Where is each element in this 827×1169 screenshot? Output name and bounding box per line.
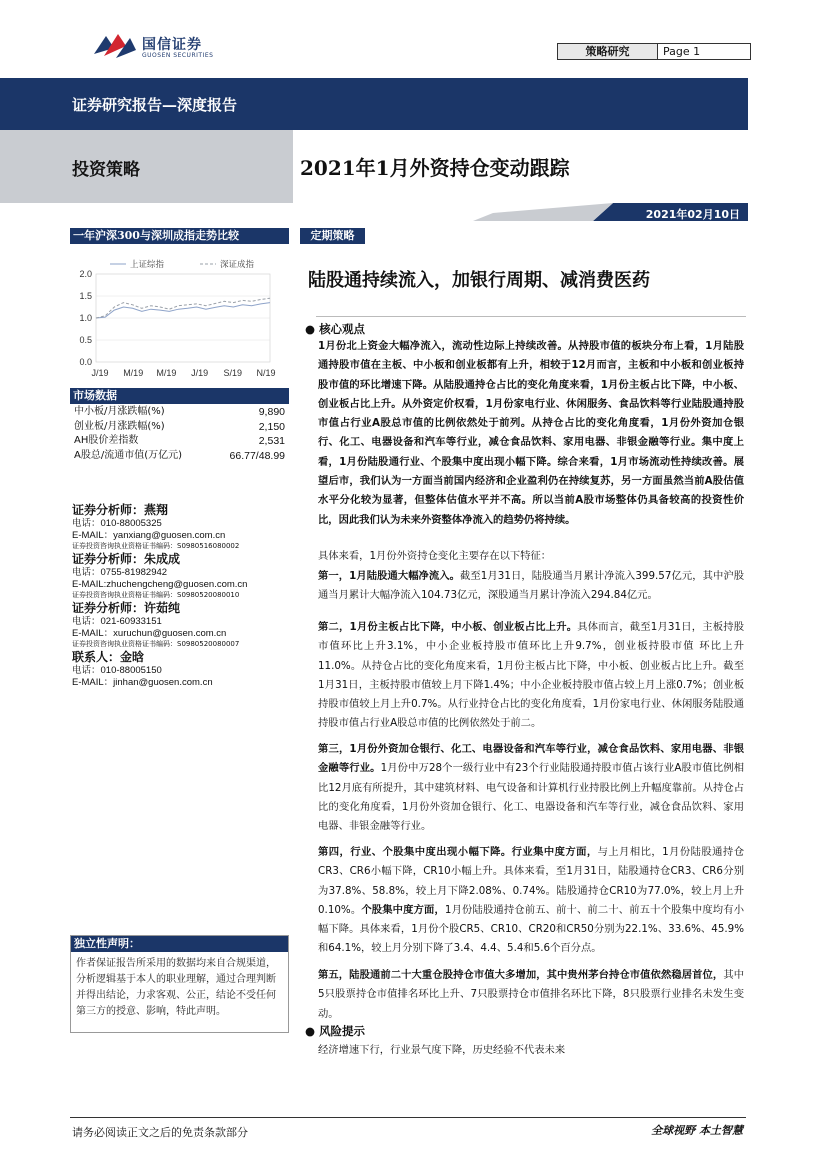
analyst-phone: 电话：010-88005150 <box>72 665 162 676</box>
market-value: 2,150 <box>258 420 285 433</box>
point-3 <box>318 740 744 836</box>
y-tick-label: 0.0 <box>79 357 92 367</box>
analyst <box>72 502 292 551</box>
point-1 <box>318 567 744 606</box>
chart-header: 一年沪深300与深圳成指走势比较 <box>70 228 289 244</box>
independence-box <box>70 935 289 1033</box>
point-5-bold: 第五，陆股通前二十大重仓股持仓市值大多增加，其中贵州茅台持仓市值依然稳居首位， <box>318 969 724 981</box>
market-table <box>70 405 289 463</box>
point-4 <box>318 843 744 959</box>
market-label: 中小板/月涨跌幅(%) <box>74 406 165 417</box>
analyst-name: 联系人：金晗 <box>72 650 145 664</box>
lead-text: 具体来看，1月份外资持仓变化主要存在以下特征： <box>318 550 552 562</box>
brand-name-en: GUOSEN SECURITIES <box>142 52 214 59</box>
point-1-bold: 第一，1月陆股通大幅净流入。 <box>318 570 461 582</box>
analyst-email: E-MAIL：xuruchun@guosen.com.cn <box>72 627 227 639</box>
page-title: 2021年1月外资持仓变动跟踪 <box>300 156 570 180</box>
analyst <box>72 649 292 688</box>
point-5 <box>318 966 744 1024</box>
independence-header: 独立性声明： <box>71 936 288 952</box>
brand-name-cn: 国信证券 <box>142 37 202 53</box>
bullet-icon: ● <box>305 322 316 336</box>
analyst-cert: 证券投资咨询执业资格证书编码：S0980520080010 <box>72 591 240 599</box>
guosen-logo-icon <box>92 32 138 62</box>
x-tick-label: N/19 <box>256 368 276 378</box>
legend-label: 上证综指 <box>130 260 165 270</box>
point-2 <box>318 618 744 734</box>
y-tick-label: 1.5 <box>79 291 92 301</box>
market-label: AH股价差指数 <box>74 435 139 446</box>
analyst-name: 证券分析师：朱成成 <box>72 552 181 566</box>
y-tick-label: 2.0 <box>79 269 92 279</box>
point-4-text: 与上月相比，1月份陆股通持仓CR3、CR6小幅下降，CR10小幅上升。具体来看，至1月31日，陆股通持仓CR3、CR6分别为37.8%、58.8%，较上月下降2.08%、0.74%。陆股通持仓CR10为77.0%，较上月上升0.10%。 <box>318 846 744 916</box>
series-line-2 <box>96 298 270 318</box>
risk-title: 风险提示 <box>319 1024 366 1038</box>
core-text: 1月份北上资金大幅净流入，流动性边际上持续改善。从持股市值的板块分布上看，1月陆股通持股市值在主板、中小板和创业板都有上升，相较于12月而言，主板和中小板和创业板持股市值的环比增速下降。从陆股通持仓占比的变化角度来看，1月份主板占比下降，中小板、创业板占比上升。从外资定价权看，1月份家电行业、休闲服务、食品饮料等行业陆股通持股市值占行业A股总市值的比例依然处于前列。从持仓占比的变化角度看，1月份外资加仓银行、化工、电器设备和汽车等行业，减仓食品饮料、家用电器、非银金融等行业。集中度上看，1月份陆股通行业、个股集中度出现小幅下降。综合来看，1月市场流动性持续改善。展望后市，我们认为一方面当前国内经济和企业盈利仍在持续复苏，另一方面虽然当前A股估值水平分化较为显著，但整体估值水平并不高。所以当前A股市场整体仍具备较高的投资性价比，因此我们认为未来外资整体净流入的趋势仍将持续。 <box>318 340 744 526</box>
header-tag <box>557 43 751 60</box>
x-tick-label: M/19 <box>123 368 144 378</box>
market-label: A股总/流通市值(万亿元) <box>74 449 183 461</box>
analyst <box>72 600 292 649</box>
divider <box>316 316 746 317</box>
footer-divider <box>70 1117 746 1118</box>
point-2-text: 具体而言，截至1月31日，主板持股市值环比上升3.1%，中小企业板持股市值环比上升9.7%，创业板持股市值 环比上升11.0%。从持仓占比的变化角度来看，1月份主板占比下降，中小板、创业板占比上升。截至1月31日，主板持股市值较上月下降1.4%；中小企业板持股市值占较上月上涨0.7%；创业板持股市值较上月上升0.7%。从行业持仓占比的变化角度看，1月份家电行业、休闲服务陆股通持股市值占行业A股总市值的比例依然处于前二。 <box>318 621 745 730</box>
risk-text: 经济增速下行，行业景气度下降，历史经验不代表未来 <box>318 1044 566 1056</box>
header-section: 策略研究 <box>558 44 658 59</box>
analyst-phone: 电话：021-60933151 <box>72 616 162 627</box>
report-date: 2021年02月10日 <box>645 208 740 221</box>
analyst-cert: 证券投资咨询执业资格证书编码：S0980516080002 <box>72 542 240 550</box>
point-4-text-2: 1月份陆股通持仓前五、前十、前二十、前五十个股集中度均有小幅下降。具体来看，1月份个股CR5、CR10、CR20和CR50分别为22.1%、33.6%、45.9%和64.1%，较上月分别下降了3.4、4.4、5.4和5.6个百分点。 <box>318 903 744 955</box>
core-title: 核心观点 <box>319 322 366 336</box>
point-3-bold: 第三，1月份外资加仓银行、化工、电器设备和汽车等行业，减仓食品饮料、家用电器、非银金融等行业。 <box>318 743 744 775</box>
analyst-list <box>72 502 292 688</box>
category-label: 投资策略 <box>72 160 140 180</box>
market-row <box>70 405 289 420</box>
bullet-icon: ● <box>305 1024 316 1038</box>
analyst-name: 证券分析师：燕翔 <box>72 503 169 517</box>
y-tick-label: 0.5 <box>79 335 92 345</box>
header-page: Page 1 <box>663 45 701 58</box>
analyst-name: 证券分析师：许茹纯 <box>72 601 181 615</box>
footer-disclaimer: 请务必阅读正文之后的免责条款部分 <box>72 1126 248 1139</box>
x-tick-label: S/19 <box>223 368 243 378</box>
analyst <box>72 551 292 600</box>
analyst-phone: 电话：0755-81982942 <box>72 567 168 578</box>
subtitle: 陆股通持续流入，加银行周期、减消费医药 <box>308 270 650 291</box>
series-line-1 <box>96 303 270 318</box>
point-4-bold: 第四，行业、个股集中度出现小幅下降。行业集中度方面， <box>318 846 598 858</box>
core-heading <box>305 321 365 337</box>
market-value: 2,531 <box>258 435 285 447</box>
point-2-bold: 第二，1月份主板占比下降，中小板、创业板占比上升。 <box>318 621 578 633</box>
analyst-phone: 电话：010-88005325 <box>72 518 162 529</box>
market-value: 9,890 <box>258 406 285 418</box>
x-tick-label: J/19 <box>91 368 109 378</box>
index-trend-chart <box>70 254 289 382</box>
market-row <box>70 434 289 449</box>
analyst-email: E-MAIL:zhuchengcheng@guosen.com.cn <box>72 578 248 590</box>
market-label: 创业板/月涨跌幅(%) <box>74 420 165 432</box>
date-bar <box>293 203 748 221</box>
guosen-logo <box>92 32 232 62</box>
category-box <box>0 130 293 203</box>
independence-text: 作者保证报告所采用的数据均来自合规渠道，分析逻辑基于本人的职业理解，通过合理判断并得出结论，力求客观、公正，结论不受任何第三方的授意、影响，特此声明。 <box>76 958 276 1017</box>
market-row <box>70 449 289 464</box>
analyst-email: E-MAIL：yanxiang@guosen.com.cn <box>72 529 226 541</box>
x-tick-label: M/19 <box>156 368 177 378</box>
report-tag: 定期策略 <box>300 228 365 244</box>
point-1-text: 截至1月31日，陆股通当月累计净流入399.57亿元，其中沪股通当月累计大幅净流入104.73亿元，深股通当月累计净流入294.84亿元。 <box>318 570 744 602</box>
analyst-email: E-MAIL：jinhan@guosen.com.cn <box>72 676 213 688</box>
market-header: 市场数据 <box>70 388 289 404</box>
x-tick-label: J/19 <box>191 368 209 378</box>
y-tick-label: 1.0 <box>79 313 92 323</box>
market-value: 66.77/48.99 <box>229 449 285 462</box>
analyst-cert: 证券投资咨询执业资格证书编码：S0980520080007 <box>72 640 240 648</box>
point-3-text: 1月份中万28个一级行业中有23个行业陆股通持股市值占该行业A股市值比例相比12月底有所提升，其中建筑材料、电气设备和计算机行业持股比例上升幅度靠前。从持仓占比的变化角度看，1月份外资加仓银行、化工、电器设备和汽车等行业，减仓食品饮料、家用电器、非银金融等行业。 <box>318 762 744 833</box>
footer-slogan: 全球视野 本土智慧 <box>651 1124 743 1137</box>
point-5-text: 其中5只股票持仓市值排名环比上升、7只股票持仓市值排名环比下降，8只股票行业排名未发生变动。 <box>318 969 745 1020</box>
risk-heading <box>305 1023 365 1039</box>
legend-label: 深证成指 <box>220 260 255 270</box>
market-row <box>70 420 289 435</box>
point-4-bold-2: 个股集中度方面， <box>361 903 445 916</box>
report-type: 证券研究报告—深度报告 <box>72 96 238 114</box>
